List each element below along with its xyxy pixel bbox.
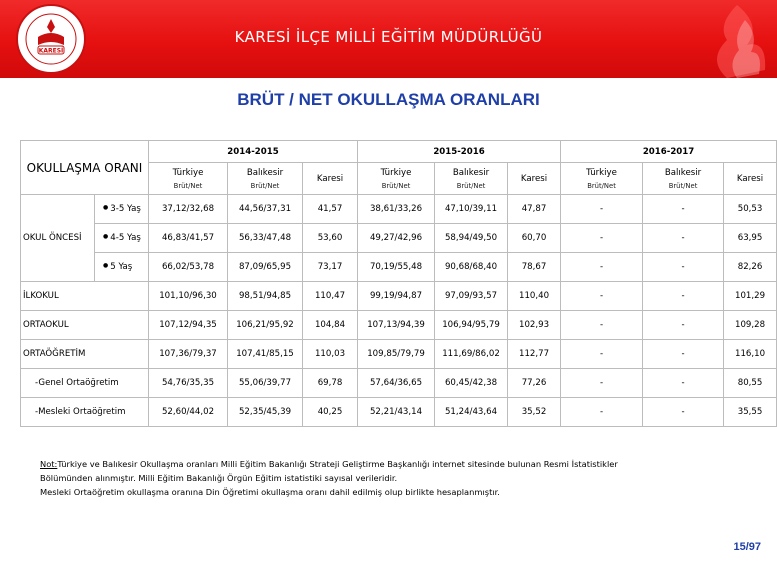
table-cell: - bbox=[561, 282, 643, 311]
table-cell: 78,67 bbox=[508, 253, 561, 282]
table-cell: - bbox=[561, 340, 643, 369]
table-cell: 51,24/43,64 bbox=[435, 398, 508, 427]
table-cell: - bbox=[561, 398, 643, 427]
table-cell: 109,85/79,79 bbox=[358, 340, 435, 369]
table-cell: 35,52 bbox=[508, 398, 561, 427]
table-cell: 107,13/94,39 bbox=[358, 311, 435, 340]
footnote-line-3: Mesleki Ortaöğretim okullaşma oranına Din Öğretimi okullaşma oranı dahil edilmiş olup birlikte hesaplanmıştır. bbox=[40, 487, 500, 497]
table-row bbox=[21, 340, 777, 369]
table-cell: 40,25 bbox=[303, 398, 358, 427]
col-balikesir: Balıkesir Brüt/Net bbox=[228, 163, 303, 195]
table-cell: 58,94/49,50 bbox=[435, 224, 508, 253]
table-row bbox=[21, 224, 777, 253]
table-row bbox=[21, 253, 777, 282]
table-row bbox=[21, 195, 777, 224]
row-label: ORTAÖĞRETİM bbox=[21, 340, 149, 369]
table-cell: 82,26 bbox=[724, 253, 777, 282]
table-cell: 53,60 bbox=[303, 224, 358, 253]
table-cell: 63,95 bbox=[724, 224, 777, 253]
table-cell: 77,26 bbox=[508, 369, 561, 398]
table-cell: 35,55 bbox=[724, 398, 777, 427]
table-row bbox=[21, 398, 777, 427]
footnote bbox=[40, 457, 700, 499]
table-cell: 47,87 bbox=[508, 195, 561, 224]
table-cell: 110,40 bbox=[508, 282, 561, 311]
table-cell: 49,27/42,96 bbox=[358, 224, 435, 253]
row-label: ● 3-5 Yaş bbox=[95, 195, 149, 224]
table-cell: 50,53 bbox=[724, 195, 777, 224]
row-label: ● 5 Yaş bbox=[95, 253, 149, 282]
table-cell: 99,19/94,87 bbox=[358, 282, 435, 311]
table-cell: 60,45/42,38 bbox=[435, 369, 508, 398]
table-cell: 52,21/43,14 bbox=[358, 398, 435, 427]
col-turkiye: Türkiye Brüt/Net bbox=[358, 163, 435, 195]
okul-oncesi-label: OKUL ÖNCESİ bbox=[21, 195, 95, 282]
table-cell: 98,51/94,85 bbox=[228, 282, 303, 311]
year-header-2: 2015-2016 bbox=[358, 141, 561, 163]
table-cell: 46,83/41,57 bbox=[149, 224, 228, 253]
table-cell: 37,12/32,68 bbox=[149, 195, 228, 224]
table-cell: 52,35/45,39 bbox=[228, 398, 303, 427]
enrollment-rates-table bbox=[20, 140, 777, 427]
col-karesi: Karesi bbox=[508, 163, 561, 195]
table-cell: - bbox=[643, 398, 724, 427]
table-cell: 80,55 bbox=[724, 369, 777, 398]
table-cell: - bbox=[643, 195, 724, 224]
table-cell: 109,28 bbox=[724, 311, 777, 340]
table-cell: 55,06/39,77 bbox=[228, 369, 303, 398]
table-cell: 101,29 bbox=[724, 282, 777, 311]
table-row bbox=[21, 369, 777, 398]
table-cell: 97,09/93,57 bbox=[435, 282, 508, 311]
table-cell: 106,94/95,79 bbox=[435, 311, 508, 340]
table-cell: 107,36/79,37 bbox=[149, 340, 228, 369]
table-cell: 52,60/44,02 bbox=[149, 398, 228, 427]
table-cell: 107,41/85,15 bbox=[228, 340, 303, 369]
flame-icon bbox=[667, 0, 777, 78]
row-label: İLKOKUL bbox=[21, 282, 149, 311]
table-cell: 90,68/68,40 bbox=[435, 253, 508, 282]
year-header-1: 2014-2015 bbox=[149, 141, 358, 163]
table-cell: 47,10/39,11 bbox=[435, 195, 508, 224]
col-balikesir: Balıkesir Brüt/Net bbox=[643, 163, 724, 195]
col-turkiye: Türkiye Brüt/Net bbox=[561, 163, 643, 195]
table-cell: 111,69/86,02 bbox=[435, 340, 508, 369]
row-label: ORTAOKUL bbox=[21, 311, 149, 340]
table-cell: 104,84 bbox=[303, 311, 358, 340]
table-cell: 57,64/36,65 bbox=[358, 369, 435, 398]
col-turkiye: Türkiye Brüt/Net bbox=[149, 163, 228, 195]
col-karesi: Karesi bbox=[303, 163, 358, 195]
table-cell: 70,19/55,48 bbox=[358, 253, 435, 282]
table-cell: 116,10 bbox=[724, 340, 777, 369]
row-label: -Mesleki Ortaöğretim bbox=[21, 398, 149, 427]
col-balikesir: Balıkesir Brüt/Net bbox=[435, 163, 508, 195]
year-header-3: 2016-2017 bbox=[561, 141, 777, 163]
table-cell: 101,10/96,30 bbox=[149, 282, 228, 311]
table-cell: 54,76/35,35 bbox=[149, 369, 228, 398]
table-cell: - bbox=[561, 369, 643, 398]
table-cell: 56,33/47,48 bbox=[228, 224, 303, 253]
page-number: 15/97 bbox=[733, 541, 761, 553]
table-row bbox=[21, 282, 777, 311]
col-karesi: Karesi bbox=[724, 163, 777, 195]
table-cell: 87,09/65,95 bbox=[228, 253, 303, 282]
corner-label: OKULLAŞMA ORANI bbox=[21, 141, 149, 195]
table-cell: 38,61/33,26 bbox=[358, 195, 435, 224]
table-cell: - bbox=[643, 369, 724, 398]
page-title: BRÜT / NET OKULLAŞMA ORANLARI bbox=[237, 90, 540, 109]
table-cell: - bbox=[561, 195, 643, 224]
footnote-line-1: Not:Türkiye ve Balıkesir Okullaşma oranları Milli Eğitim Bakanlığı Strateji Geliştirme Başkanlığı internet sitesinde bulunan Resmi İstatistikler bbox=[40, 459, 618, 469]
table-cell: - bbox=[561, 224, 643, 253]
header-title: KARESİ İLÇE MİLLİ EĞİTİM MÜDÜRLÜĞÜ bbox=[234, 28, 543, 46]
row-label: ● 4-5 Yaş bbox=[95, 224, 149, 253]
row-label: -Genel Ortaöğretim bbox=[21, 369, 149, 398]
table-cell: 110,47 bbox=[303, 282, 358, 311]
table-cell: - bbox=[643, 340, 724, 369]
header-band bbox=[0, 0, 777, 78]
table-cell: - bbox=[643, 311, 724, 340]
table-cell: 106,21/95,92 bbox=[228, 311, 303, 340]
table-cell: 107,12/94,35 bbox=[149, 311, 228, 340]
table-cell: 66,02/53,78 bbox=[149, 253, 228, 282]
table-cell: 69,78 bbox=[303, 369, 358, 398]
footnote-line-2: Bölümünden alınmıştır. Milli Eğitim Bakanlığı Örgün Eğitim istatistiki sayısal verileridir. bbox=[40, 473, 398, 483]
table-cell: 44,56/37,31 bbox=[228, 195, 303, 224]
table-cell: 41,57 bbox=[303, 195, 358, 224]
table-cell: - bbox=[643, 253, 724, 282]
table-cell: 73,17 bbox=[303, 253, 358, 282]
table-row bbox=[21, 311, 777, 340]
table-cell: 102,93 bbox=[508, 311, 561, 340]
table-cell: - bbox=[561, 253, 643, 282]
table-cell: 112,77 bbox=[508, 340, 561, 369]
table-cell: 110,03 bbox=[303, 340, 358, 369]
table-cell: - bbox=[643, 224, 724, 253]
table-cell: - bbox=[561, 311, 643, 340]
table-cell: - bbox=[643, 282, 724, 311]
note-prefix: Not: bbox=[40, 459, 58, 469]
table-cell: 60,70 bbox=[508, 224, 561, 253]
logo-text: KARESİ bbox=[38, 47, 64, 55]
